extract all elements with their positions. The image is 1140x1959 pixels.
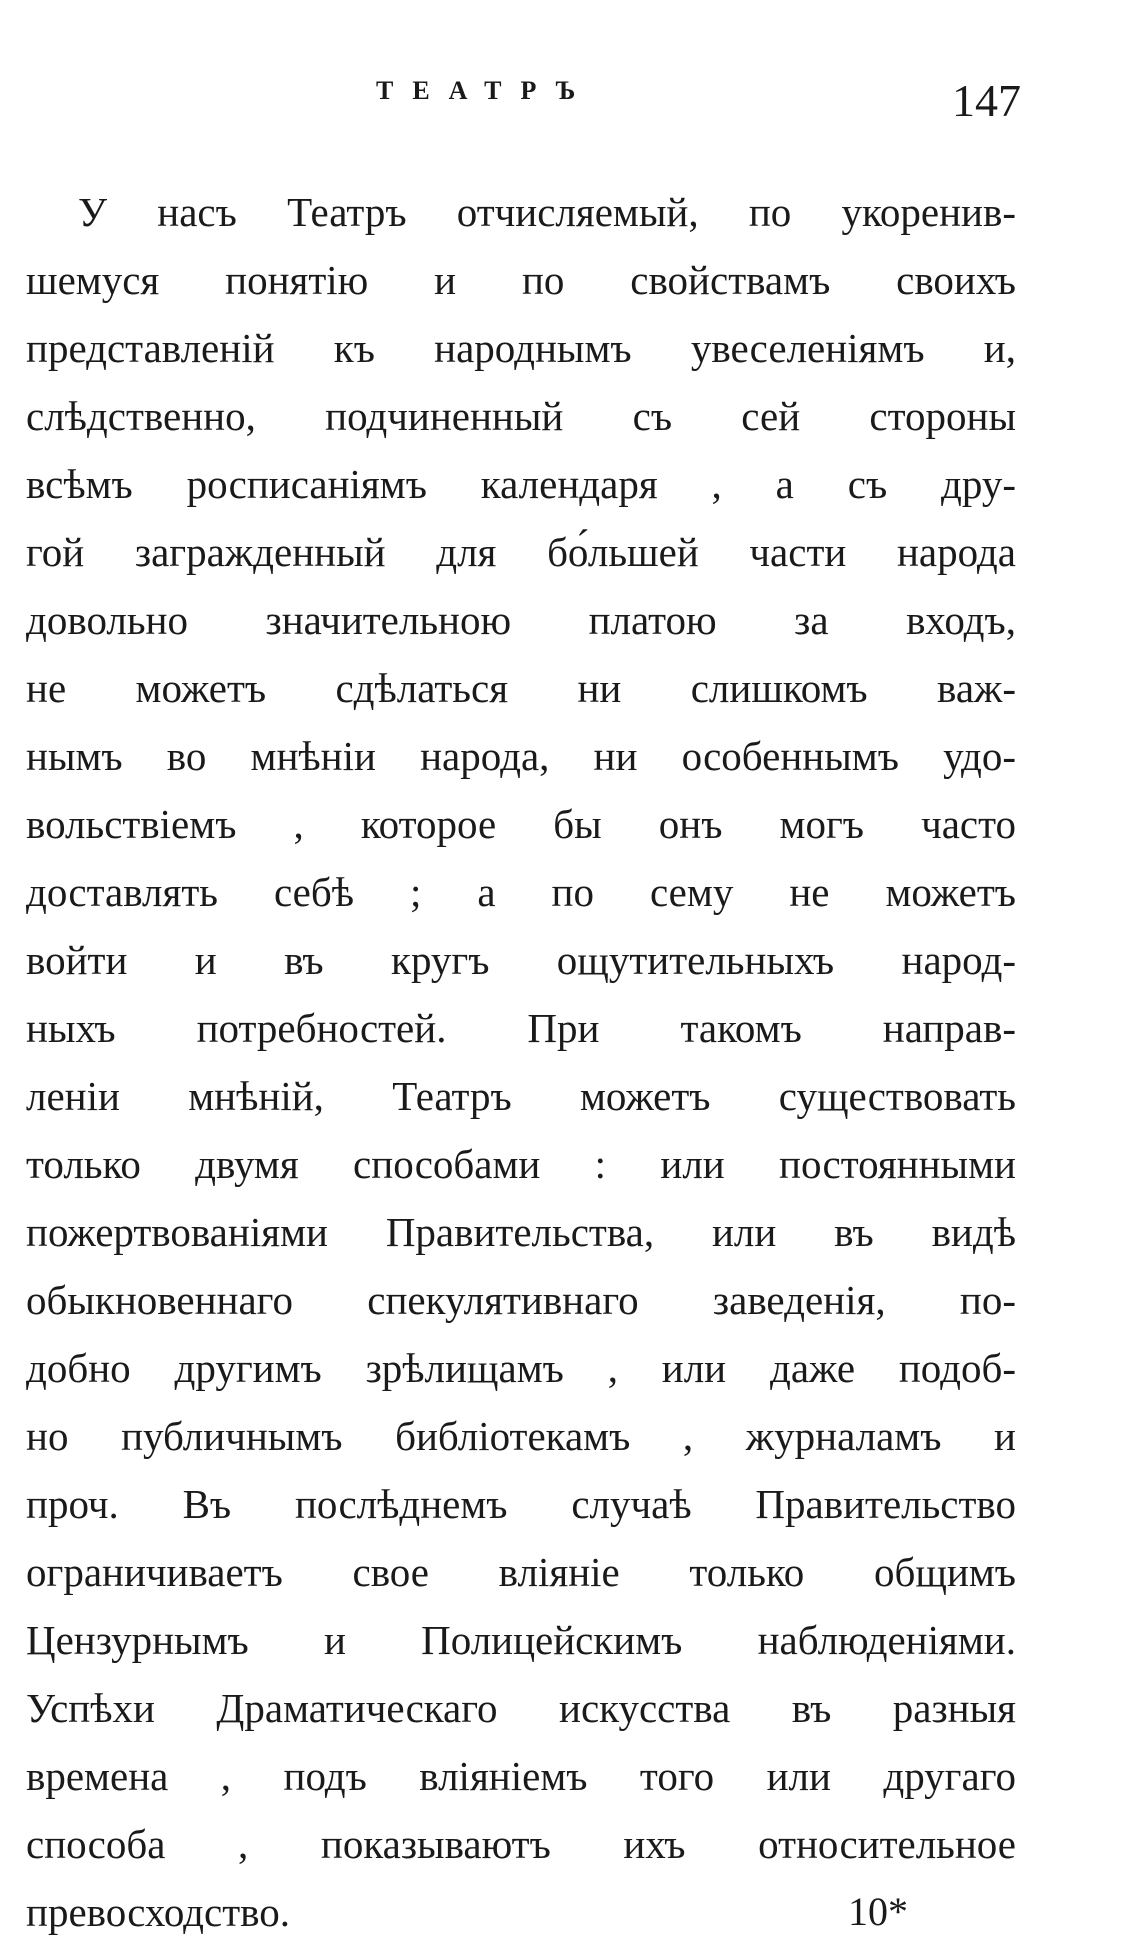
text-line: гой загражденный для бо́льшей части народа [26, 529, 1016, 575]
text-line: но публичнымъ библіотекамъ , журналамъ и [26, 1413, 1016, 1459]
text-line: пожертвованіями Правительства, или въ видѣ [26, 1209, 1016, 1255]
text-line: не можетъ сдѣлаться ни слишкомъ важ- [26, 665, 1016, 711]
text-line: ограничиваетъ свое вліяніе только общимъ [26, 1549, 1016, 1595]
text-line: добно другимъ зрѣлищамъ , или даже подоб- [26, 1345, 1016, 1391]
text-line: доставлять себѣ ; а по сему не можетъ [26, 869, 1016, 915]
text-line: нымъ во мнѣніи народа, ни особеннымъ удо- [26, 733, 1016, 779]
text-line: обыкновеннаго спекулятивнаго заведенія, по- [26, 1277, 1016, 1323]
text-line: превосходство. [26, 1889, 290, 1935]
text-line: способа , показываютъ ихъ относительное [26, 1821, 1016, 1867]
page-number: 147 [952, 75, 1021, 126]
text-line: проч. Въ послѣднемъ случаѣ Правительство [26, 1481, 1016, 1527]
signature-mark: 10* [848, 1889, 908, 1934]
text-line: всѣмъ росписаніямъ календаря , а съ дру- [26, 461, 1016, 507]
text-line: только двумя способами : или постоянными [26, 1141, 1016, 1187]
text-line: вольствіемъ , которое бы онъ могъ часто [26, 801, 1016, 847]
text-line: войти и въ кругъ ощутительныхъ народ- [26, 937, 1016, 983]
text-line: довольно значительною платою за входъ, [26, 597, 1016, 643]
text-line: времена , подъ вліяніемъ того или другаго [26, 1753, 1016, 1799]
text-line: У насъ Театръ отчисляемый, по укоренив- [78, 189, 1016, 235]
running-title: ТЕАТРЪ [376, 76, 595, 105]
text-line: слѣдственно, подчиненный съ сей стороны [26, 393, 1016, 439]
text-line: леніи мнѣній, Театръ можетъ существовать [26, 1073, 1016, 1119]
text-line: Успѣхи Драматическаго искусства въ разныя [26, 1685, 1016, 1731]
body-text [26, 178, 1016, 1946]
text-line: шемуся понятію и по свойствамъ своихъ [26, 257, 1016, 303]
text-line: ныхъ потребностей. При такомъ направ- [26, 1005, 1016, 1051]
text-line: представленій къ народнымъ увеселеніямъ и, [26, 325, 1016, 371]
text-line: Цензурнымъ и Полицейскимъ наблюденіями. [26, 1617, 1016, 1663]
